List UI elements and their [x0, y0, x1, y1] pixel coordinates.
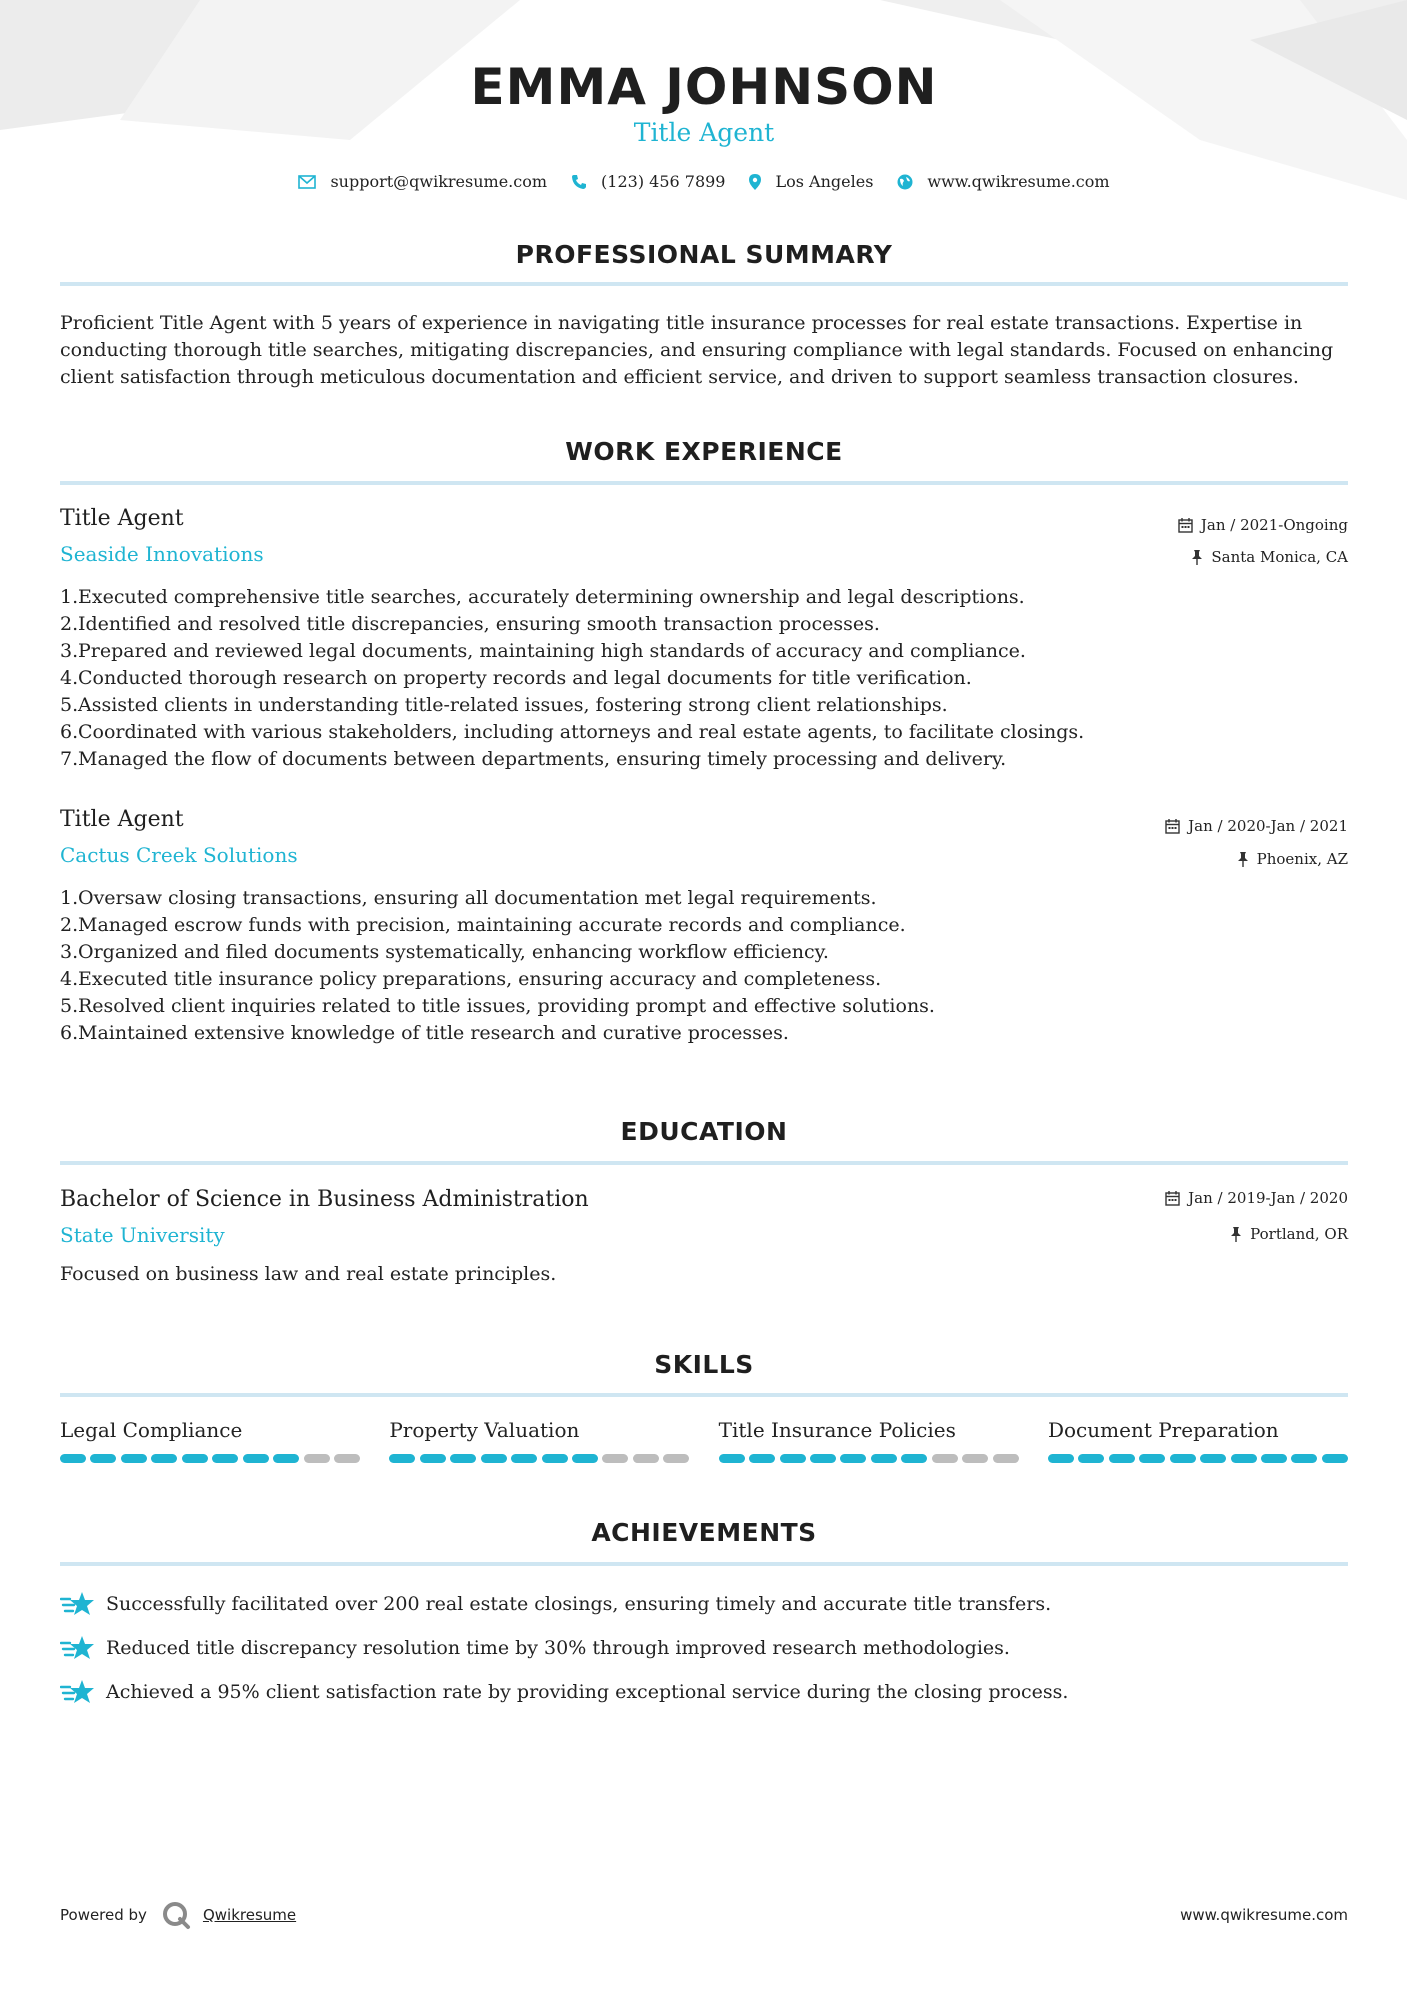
list-item: 1. Executed comprehensive title searches, accurately determining ownership and legal descriptions. — [60, 586, 1025, 608]
achievement-text: Reduced title discrepancy resolution time by 30% through improved research methodologies. — [106, 1637, 1010, 1659]
candidate-name: EMMA JOHNSON — [470, 58, 938, 116]
skill-dot-filled — [572, 1454, 598, 1463]
pushpin-icon — [1191, 550, 1203, 565]
job-title: Title Agent — [60, 807, 184, 832]
education-divider — [60, 1161, 1348, 1165]
job-dates-text: Jan / 2020-Jan / 2021 — [1188, 817, 1348, 835]
job-dates — [1165, 817, 1348, 835]
list-item: 3. Prepared and reviewed legal documents, maintaining high standards of accuracy and compliance. — [60, 640, 1026, 662]
shooting-star-icon — [60, 1678, 96, 1706]
skill-item — [1048, 1418, 1348, 1463]
summary-divider — [60, 282, 1348, 286]
job-dates — [1178, 516, 1348, 534]
pushpin-icon — [1237, 852, 1249, 867]
experience-divider — [60, 481, 1348, 485]
skill-dot-filled — [1231, 1454, 1257, 1463]
skills-list — [60, 1418, 1348, 1463]
education-heading: EDUCATION — [620, 1117, 788, 1146]
experience-heading: WORK EXPERIENCE — [565, 437, 843, 466]
skill-name: Document Preparation — [1047, 1418, 1279, 1442]
qwikresume-link[interactable]: Qwikresume — [202, 1906, 297, 1924]
achievement-text: Achieved a 95% client satisfaction rate by providing exceptional service during the closing process. — [106, 1681, 1069, 1703]
powered-by — [60, 1900, 296, 1930]
candidate-title: Title Agent — [633, 118, 775, 147]
job-entry — [60, 506, 1348, 776]
shooting-star-icon — [60, 1590, 96, 1618]
skill-dot-empty — [663, 1454, 689, 1463]
skill-dot-filled — [182, 1454, 208, 1463]
skill-dot-empty — [962, 1454, 988, 1463]
job-company: Cactus Creek Solutions — [60, 843, 298, 867]
list-item: 2. Managed escrow funds with precision, maintaining accurate records and compliance. — [60, 914, 906, 936]
list-item: 4. Conducted thorough research on property records and legal documents for title verification. — [60, 667, 972, 689]
skills-divider — [60, 1393, 1348, 1397]
list-item: 7. Managed the flow of documents between departments, ensuring timely processing and delivery. — [60, 748, 1007, 770]
footer-website[interactable]: www.qwikresume.com — [1180, 1906, 1348, 1924]
website-text: www.qwikresume.com — [927, 172, 1110, 191]
achievement-text: Successfully facilitated over 200 real estate closings, ensuring timely and accurate title transfers. — [106, 1593, 1052, 1615]
skill-item — [389, 1418, 689, 1463]
calendar-icon — [1165, 1191, 1180, 1206]
skill-dot-filled — [810, 1454, 836, 1463]
skill-dot-filled — [1170, 1454, 1196, 1463]
list-item: 2. Identified and resolved title discrepancies, ensuring smooth transaction processes. — [60, 613, 880, 635]
skill-dot-filled — [121, 1454, 147, 1463]
skill-name: Legal Compliance — [60, 1418, 243, 1442]
list-item: 6. Coordinated with various stakeholders, including attorneys and real estate agents, to facilitate closings. — [60, 721, 1085, 743]
phone-icon — [571, 174, 587, 190]
job-entry — [60, 807, 1348, 1057]
summary-heading: PROFESSIONAL SUMMARY — [515, 240, 893, 269]
contact-bar — [60, 172, 1348, 191]
job-company: Seaside Innovations — [60, 542, 264, 566]
contact-email[interactable] — [298, 172, 547, 191]
skill-dot-filled — [511, 1454, 537, 1463]
location-text: Los Angeles — [775, 172, 874, 191]
education-entry — [60, 1187, 1348, 1297]
skill-dot-empty — [932, 1454, 958, 1463]
education-dates-text: Jan / 2019-Jan / 2020 — [1188, 1189, 1348, 1207]
achievements-heading: ACHIEVEMENTS — [591, 1518, 817, 1547]
contact-location — [749, 172, 873, 191]
list-item: 4. Executed title insurance policy preparations, ensuring accuracy and completeness. — [60, 968, 882, 990]
education-dates — [1165, 1189, 1348, 1207]
skill-dot-empty — [304, 1454, 330, 1463]
job-title: Title Agent — [60, 506, 184, 531]
achievements-divider — [60, 1562, 1348, 1566]
skill-dot-empty — [602, 1454, 628, 1463]
skill-dot-filled — [719, 1454, 745, 1463]
globe-icon — [897, 174, 913, 190]
skill-name: Title Insurance Policies — [718, 1418, 956, 1442]
skill-dot-empty — [633, 1454, 659, 1463]
list-item: 5. Resolved client inquiries related to title issues, providing prompt and effective solutions. — [60, 995, 935, 1017]
envelope-icon — [298, 175, 316, 189]
job-location-text: Phoenix, AZ — [1256, 850, 1348, 868]
skill-item — [719, 1418, 1019, 1463]
achievement-item — [60, 1634, 1348, 1662]
calendar-icon — [1178, 518, 1193, 533]
skill-dot-filled — [1261, 1454, 1287, 1463]
skill-dot-filled — [1139, 1454, 1165, 1463]
skill-dot-filled — [1109, 1454, 1135, 1463]
email-text: support@qwikresume.com — [330, 172, 548, 191]
skill-dot-filled — [1322, 1454, 1348, 1463]
skill-dot-filled — [420, 1454, 446, 1463]
job-dates-text: Jan / 2021-Ongoing — [1200, 516, 1348, 534]
school: State University — [60, 1223, 225, 1247]
shooting-star-icon — [60, 1634, 96, 1662]
skill-dot-filled — [1291, 1454, 1317, 1463]
achievement-item — [60, 1590, 1348, 1618]
pushpin-icon — [1230, 1227, 1242, 1242]
skill-level-bar — [60, 1454, 360, 1463]
skills-heading: SKILLS — [654, 1350, 754, 1379]
job-location — [1191, 548, 1348, 566]
skill-dot-filled — [542, 1454, 568, 1463]
skill-dot-filled — [871, 1454, 897, 1463]
list-item: 1. Oversaw closing transactions, ensuring all documentation met legal requirements. — [60, 887, 877, 909]
list-item: 6. Maintained extensive knowledge of title research and curative processes. — [60, 1022, 789, 1044]
skill-dot-filled — [243, 1454, 269, 1463]
skill-level-bar — [1048, 1454, 1348, 1463]
job-bullets — [60, 885, 935, 1047]
skill-dot-filled — [90, 1454, 116, 1463]
skill-level-bar — [389, 1454, 689, 1463]
skill-dot-empty — [334, 1454, 360, 1463]
education-location-text: Portland, OR — [1250, 1225, 1348, 1243]
phone-text: (123) 456 7899 — [601, 172, 726, 191]
job-location — [1237, 850, 1348, 868]
skill-dot-filled — [1078, 1454, 1104, 1463]
map-pin-icon — [749, 174, 761, 190]
degree: Bachelor of Science in Business Administration — [60, 1187, 589, 1212]
skill-dot-filled — [901, 1454, 927, 1463]
skill-dot-filled — [273, 1454, 299, 1463]
skill-dot-filled — [780, 1454, 806, 1463]
list-item: 5. Assisted clients in understanding title-related issues, fostering strong client relationships. — [60, 694, 948, 716]
skill-dot-empty — [993, 1454, 1019, 1463]
list-item: 3. Organized and filed documents systematically, enhancing workflow efficiency. — [60, 941, 829, 963]
education-description: Focused on business law and real estate principles. — [60, 1263, 557, 1285]
skill-level-bar — [719, 1454, 1019, 1463]
skill-dot-filled — [749, 1454, 775, 1463]
skill-name: Property Valuation — [389, 1418, 580, 1442]
summary-text: Proficient Title Agent with 5 years of experience in navigating title insurance processes for real estate transactions. Expertise in conducting thorough title searches, mitigating discrepancies, and ensuring compliance with legal standards. Focused on enhancing client satisfaction through meticulous documentation and efficient service, and driven to support seamless transaction closures. — [60, 312, 1334, 388]
qwikresume-logo-icon — [161, 1900, 191, 1930]
job-bullets — [60, 584, 1084, 773]
skill-item — [60, 1418, 360, 1463]
education-location — [1230, 1225, 1348, 1243]
skill-dot-filled — [389, 1454, 415, 1463]
skill-dot-filled — [1200, 1454, 1226, 1463]
calendar-icon — [1165, 819, 1180, 834]
skill-dot-filled — [60, 1454, 86, 1463]
skill-dot-filled — [450, 1454, 476, 1463]
job-location-text: Santa Monica, CA — [1211, 548, 1348, 566]
skill-dot-filled — [151, 1454, 177, 1463]
skill-dot-filled — [840, 1454, 866, 1463]
contact-website[interactable] — [897, 172, 1109, 191]
skill-dot-filled — [212, 1454, 238, 1463]
skill-dot-filled — [1048, 1454, 1074, 1463]
powered-by-label: Powered by — [60, 1906, 147, 1924]
achievement-item — [60, 1678, 1348, 1706]
contact-phone[interactable] — [571, 172, 725, 191]
skill-dot-filled — [481, 1454, 507, 1463]
